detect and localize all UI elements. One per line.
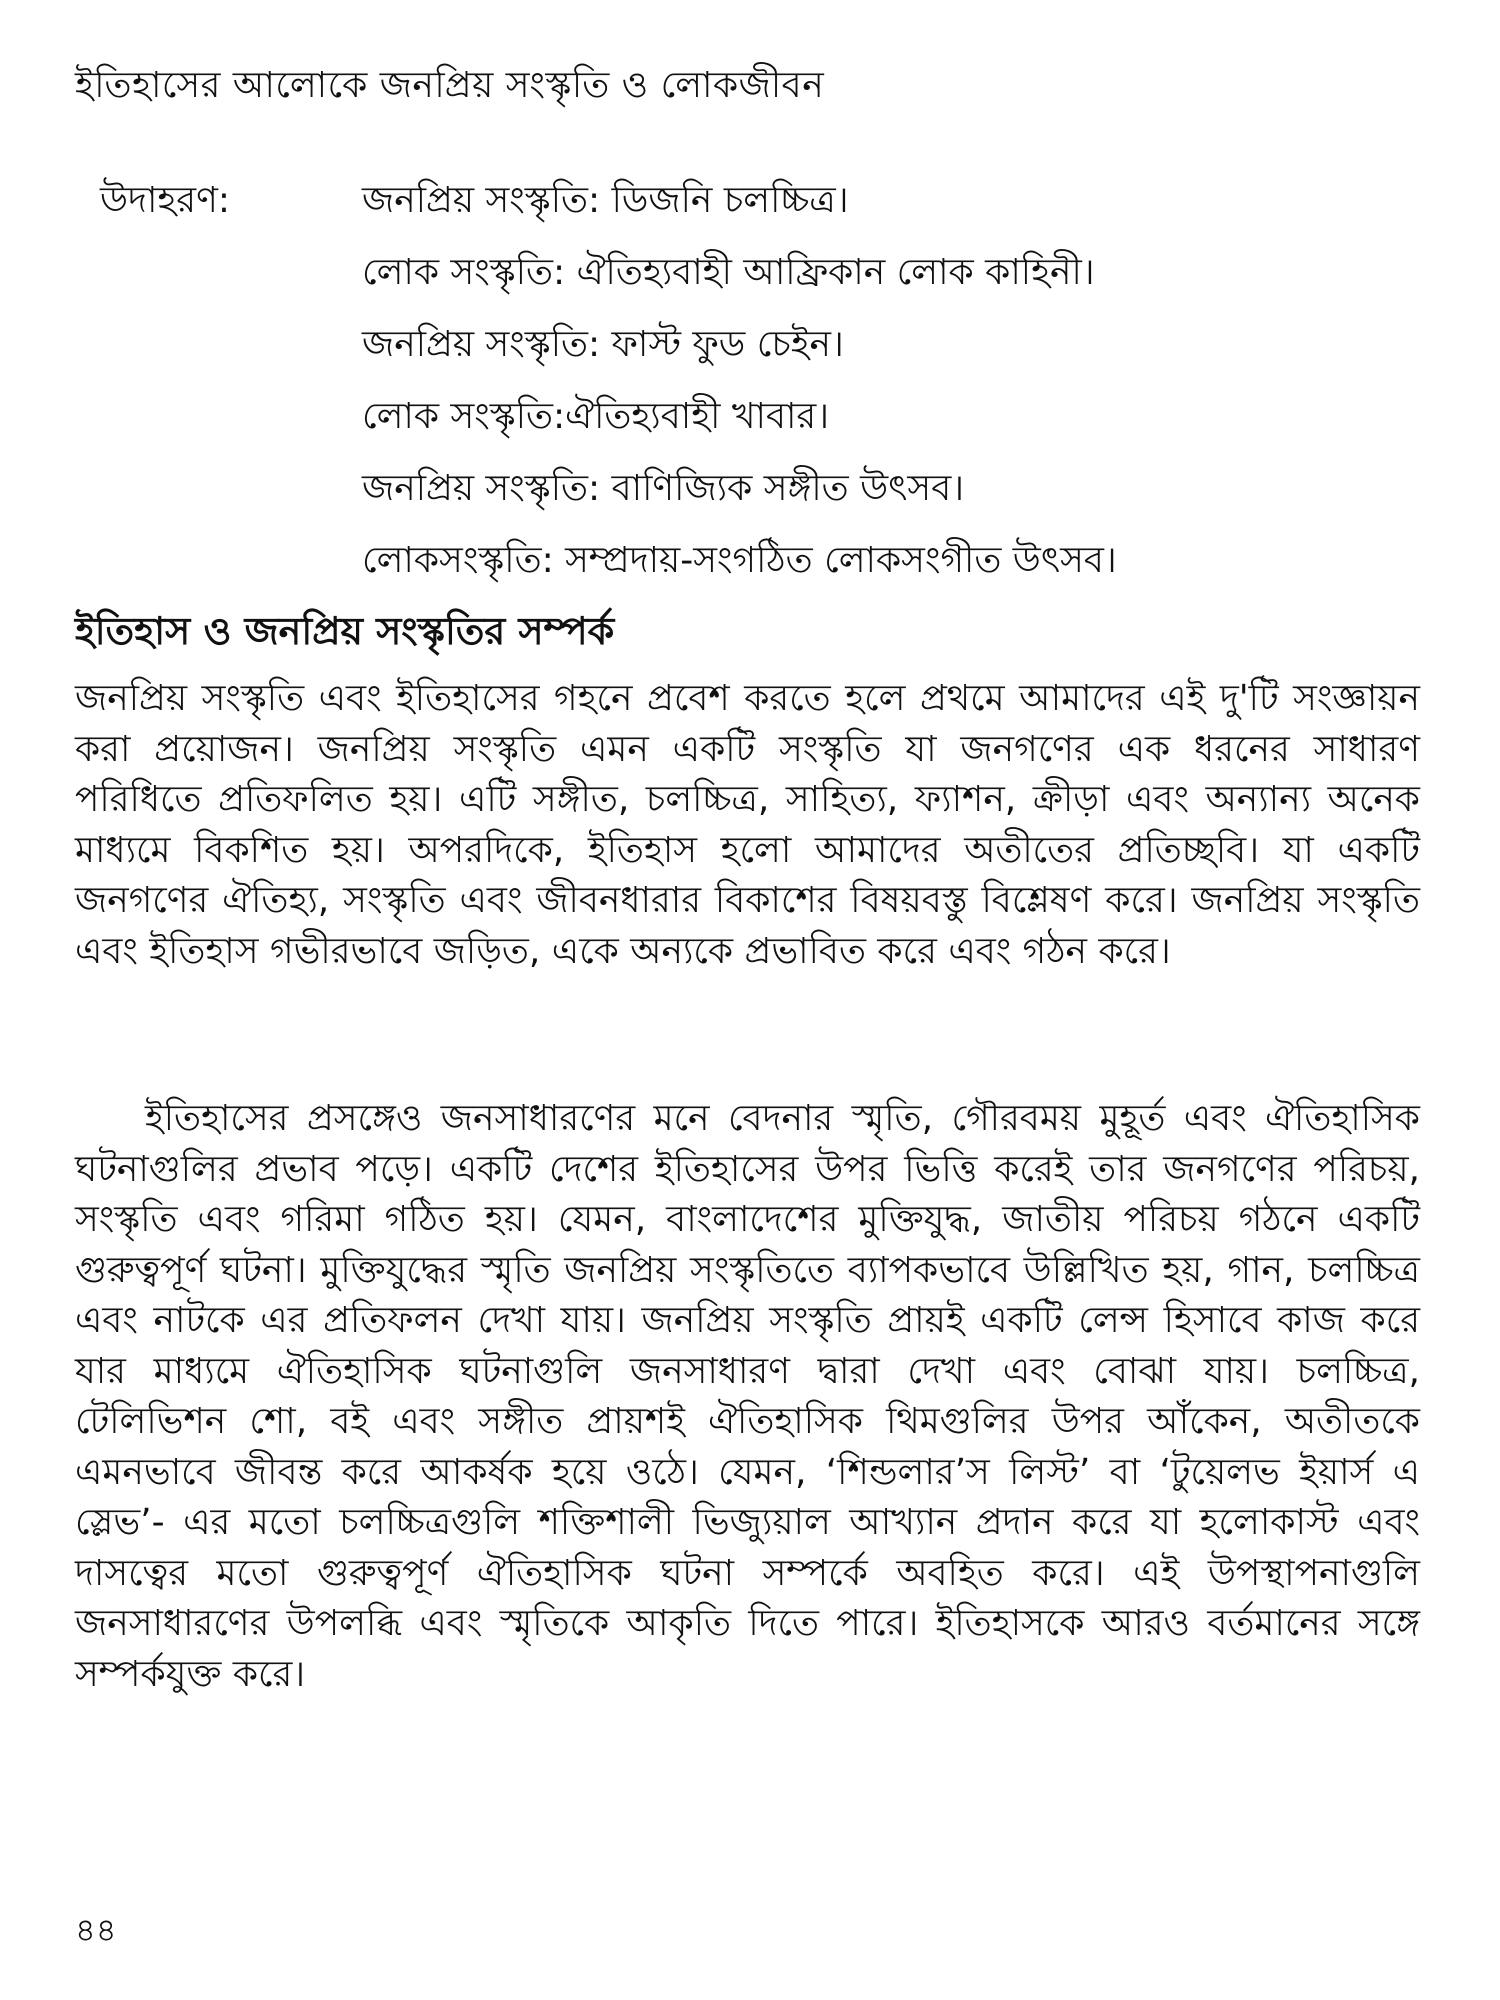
example-item: লোকসংস্কৃতি: সম্প্রদায়-সংগঠিত লোকসংগীত উৎসব।	[362, 540, 1117, 581]
example-row	[100, 453, 1420, 525]
page-number: ৪৪	[75, 1911, 117, 1949]
example-row	[100, 309, 1420, 381]
body-paragraph: ইতিহাসের প্রসঙ্গেও জনসাধারণের মনে বেদনার স্মৃতি, গৌরবময় মুহূর্ত এবং ঐতিহাসিক ঘটনাগুলির প্রভাব পড়ে। একটি দেশের ইতিহাসের উপর ভিত্তি করেই তার জনগণের পরিচয়, সংস্কৃতি এবং গরিমা গঠিত হয়। যেমন, বাংলাদেশের মুক্তিযুদ্ধ, জাতীয় পরিচয় গঠনে একটি গুরুত্বপূর্ণ ঘটনা। মুক্তিযুদ্ধের স্মৃতি জনপ্রিয় সংস্কৃতিতে ব্যাপকভাবে উল্লিখিত হয়, গান, চলচ্চিত্র এবং নাটকে এর প্রতিফলন দেখা যায়। জনপ্রিয় সংস্কৃতি প্রায়ই একটি লেন্স হিসাবে কাজ করে যার মাধ্যমে ঐতিহাসিক ঘটনাগুলি জনসাধারণ দ্বারা দেখা এবং বোঝা যায়। চলচ্চিত্র, টেলিভিশন শো, বই এবং সঙ্গীত প্রায়শই ঐতিহাসিক থিমগুলির উপর আঁকেন, অতীতকে এমনভাবে জীবন্ত করে আকর্ষক হয়ে ওঠে। যেমন, ‘শিন্ডলার’স লিস্ট’ বা ‘টুয়েলভ ইয়ার্স এ স্লেভ’- এর মতো চলচ্চিত্রগুলি শক্তিশালী ভিজ্যুয়াল আখ্যান প্রদান করে যা হলোকাস্ট এবং দাসত্বের মতো গুরুত্বপূর্ণ ঐতিহাসিক ঘটনা সম্পর্কে অবহিত করে। এই উপস্থাপনাগুলি জনসাধারণের উপলব্ধি এবং স্মৃতিকে আকৃতি দিতে পারে। ইতিহাসকে আরও বর্তমানের সঙ্গে সম্পর্কযুক্ত করে।	[75, 1098, 1420, 1695]
example-item: জনপ্রিয় সংস্কৃতি: ফাস্ট ফুড চেইন।	[362, 324, 844, 365]
example-row	[100, 381, 1420, 453]
section-heading: ইতিহাস ও জনপ্রিয় সংস্কৃতির সম্পর্ক	[75, 609, 615, 653]
example-row	[100, 525, 1420, 597]
running-header: ইতিহাসের আলোকে জনপ্রিয় সংস্কৃতি ও লোকজীবন	[75, 65, 825, 106]
body-paragraph: জনপ্রিয় সংস্কৃতি এবং ইতিহাসের গহনে প্রবেশ করতে হলে প্রথমে আমাদের এই দু'টি সংজ্ঞায়ন করা প্রয়োজন। জনপ্রিয় সংস্কৃতি এমন একটি সংস্কৃতি যা জনগণের এক ধরনের সাধারণ পরিধিতে প্রতিফলিত হয়। এটি সঙ্গীত, চলচ্চিত্র, সাহিত্য, ফ্যাশন, ক্রীড়া এবং অন্যান্য অনেক মাধ্যমে বিকশিত হয়। অপরদিকে, ইতিহাস হলো আমাদের অতীতের প্রতিচ্ছবি। যা একটি জনগণের ঐতিহ্য, সংস্কৃতি এবং জীবনধারার বিকাশের বিষয়বস্তু বিশ্লেষণ করে। জনপ্রিয় সংস্কৃতি এবং ইতিহাস গভীরভাবে জড়িত, একে অন্যকে প্রভাবিত করে এবং গঠন করে।	[75, 678, 1420, 972]
example-row	[100, 165, 1420, 237]
example-item: লোক সংস্কৃতি: ঐতিহ্যবাহী আফ্রিকান লোক কাহিনী।	[362, 252, 1095, 293]
examples-block	[100, 165, 1420, 597]
example-item: জনপ্রিয় সংস্কৃতি: বাণিজ্যিক সঙ্গীত উৎসব।	[362, 468, 965, 509]
example-item: জনপ্রিয় সংস্কৃতি: ডিজনি চলচ্চিত্র।	[362, 180, 849, 221]
examples-label: উদাহরণ:	[100, 180, 231, 221]
example-item: লোক সংস্কৃতি:ঐতিহ্যবাহী খাবার।	[362, 396, 830, 437]
example-row	[100, 237, 1420, 309]
